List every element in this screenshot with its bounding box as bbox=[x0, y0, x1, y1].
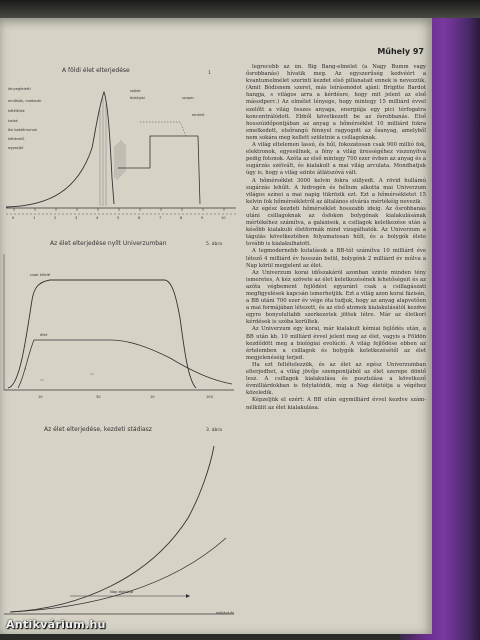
tick-label: 2 bbox=[54, 216, 57, 220]
tick-label: 6 bbox=[138, 216, 141, 220]
figure-1-label: embrió bbox=[192, 113, 205, 117]
legend-item: halak bbox=[8, 119, 18, 123]
legend-item: egysejtű bbox=[8, 146, 24, 150]
legend-item: kétéltűek bbox=[8, 109, 25, 113]
tick-label: 100 bbox=[206, 395, 213, 399]
paragraph: Ha ezt feltételezzük, és az élet az egész Univerzumban elterjedhet, a világ jövője szempontjából az élet szerepe döntő lesz. A csillagok kialakulása és pusztulása a következő évmilliárdokban is folytatódik, míg a Nap életútja a végéhez közeledik. bbox=[246, 361, 426, 397]
paragraph: A legmodernebb kutatások a BB-tól számítva 10 milliárd éve létező 4 milliárd év hosszán belül, bolygónk 2 milliárd év múlva a Nap körül megjelent az élet. bbox=[246, 248, 426, 269]
figure-3 bbox=[4, 426, 234, 618]
legend-item: kétlevelű bbox=[8, 137, 25, 141]
paragraph: legrecebb az ún. Big Bang-elmélet (a Nagy Bumm vagy ősrobbanás) hívatik meg. Az egyszerűség kedvéért a kvantumelmélet szerinti kezdet első pillanatait ennek is nevezzük. (Amit Bódisnem szeret, más leírásmódot ajánl: Brigitte Bardot hangja, s világos arra a kérdésre, hogy mit jelent az első másodperc.) Az elmélet lényege, hogy mintegy 15 milliárd évvel ezelőtt a világ összes anyaga, energiája egy pici térfogatra koncentrálódott. Ebből következett be az ősrobbanás. Első hosszúidőpontjában az anyag a hőmérséklet 10 milliárd fokra emelkedett, elsőrangú fénnyel ragyogott az ősanyag, amelyből nem sokára meg kellett születnie a csillagoknak. bbox=[246, 64, 426, 141]
page-number: 97 bbox=[412, 47, 424, 56]
tick-label: 30 bbox=[96, 395, 101, 399]
legend-item: ősi baktériumok bbox=[8, 128, 37, 132]
tick-label: 8 bbox=[180, 216, 183, 220]
section-name: Műhely bbox=[377, 47, 411, 56]
figure-1-label: sejtek bbox=[130, 89, 141, 93]
figures bbox=[0, 18, 246, 618]
figure-3-corner: 3. ábra bbox=[206, 428, 222, 433]
curve-label: csak kifelé bbox=[30, 272, 51, 277]
tick-label: 5 bbox=[117, 216, 120, 220]
tick-label: 3 bbox=[75, 216, 78, 220]
legend-item: lényegfeletti bbox=[8, 87, 31, 91]
figure-2 bbox=[4, 240, 234, 399]
figure-1-title: A földi élet elterjedése bbox=[62, 67, 130, 74]
figure-1-legend bbox=[8, 87, 42, 150]
axis-note: Nap életútja bbox=[110, 589, 134, 594]
tick-label: 9 bbox=[201, 216, 204, 220]
body-text bbox=[246, 64, 426, 609]
paragraph: Az egész kezdeti hőmérséklet hosszabb ideig. Az ősrobbanás utáni csillagoknak az ősfokon bolygónak kialakulásának mértékéhez számítva, a galaxisok, a csillagok keletkezése után a később kialakuló életformák mind vizsgálhatók. Az Univerzum a tágulás következtében folyamatosan hűlt, és a bolygók élete tovább is kialakulhatott. bbox=[246, 205, 426, 248]
tick-label: 7 bbox=[159, 216, 162, 220]
top-shadow bbox=[0, 0, 480, 18]
figure-1-corner: 1 bbox=[208, 71, 211, 76]
paragraph: A hőmérséklet 3000 kelvin fokra süllyedt. A rövid hullámú sugárzás lehűlt. A hidrogén és hélium alkotta mai Univerzum világos színei a mai napig tükrözik ezt. Ezt a hőmérsékletet 15 kelvin fok hőmérsékletről az általános elvárás mértékéig nevezik. bbox=[246, 177, 426, 205]
paragraph: A világ eltelemen lassú, és hűl, fokozatosan csak 900 millió fok, elektronok, egyesülnek, a fény a világ ürességéhez viszonyítva pedig fotonok. Azóta az első mintegy 700 ezer évben az anyag és a sugárzás szétvált, és kialakult a mai világ arculata. Mondhatjuk úgy is, hogy a világ szinte átlátszóvá vált. bbox=[246, 142, 426, 177]
figure-1-label: szuper- bbox=[182, 96, 195, 100]
tick-label: 4 bbox=[96, 216, 99, 220]
tick-label: 10 bbox=[38, 395, 43, 399]
paragraph: Képzeljük el ezért: A BB után egymilliárd évvel kezdve szám-nélkülit az élet kialakulása. bbox=[246, 397, 426, 411]
curve-label: élet bbox=[40, 332, 48, 337]
paragraph: Az Univerzum egy korai, már kialakult kémiai fejlődés után, a BB után kb. 10 milliárd évvel jelent meg az élet, vagyis a Földön kezdődött meg a biológiai evolúció. A világ fejlődése ebben az értelemben a csillagok és bolygók keletkezésétől az élet megjelenéséig terjed. bbox=[246, 326, 426, 361]
figure-1-label: biológiai bbox=[130, 96, 145, 100]
watermark: Antikvárium.hu bbox=[6, 618, 106, 631]
legend-item: emlősök, madarak bbox=[8, 99, 42, 103]
page-header bbox=[328, 47, 424, 56]
figure-2-title: Az élet elterjedése nyílt Univerzumban bbox=[50, 240, 167, 247]
paragraph: Az Univerzum korai időszakáról azonban szinte minden tény ismeretes, A kéz szövete az élet keletkezésének lehetőségeit és az azóta végbement fejlődést egyaránt csak a csillagászati megfigyelések kapcsán ismerhetjük. Ezt a világ azon korai fázisán, a BB utáni 700 ezer év vége óta tudjuk, hogy az anyag alapvetően a mai formájában létezett, és az első atomok kialakulásától kezdve egyre bonyolultabb szerkezetek jöttek létre. Már az életkori kérdések is szóba kerültek. bbox=[246, 269, 426, 326]
tick-label: 10 bbox=[221, 216, 226, 220]
tick-label: 10 bbox=[150, 395, 155, 399]
tick-label: 0 bbox=[12, 216, 15, 220]
figure-1 bbox=[6, 67, 236, 220]
bottom-label: milliárd év bbox=[216, 611, 235, 615]
tick-label: 1 bbox=[33, 216, 36, 220]
figure-2-corner: 5. ábra bbox=[206, 242, 222, 247]
figure-3-title: Az élet elterjedése, kezdeti stádiasz bbox=[44, 426, 152, 433]
